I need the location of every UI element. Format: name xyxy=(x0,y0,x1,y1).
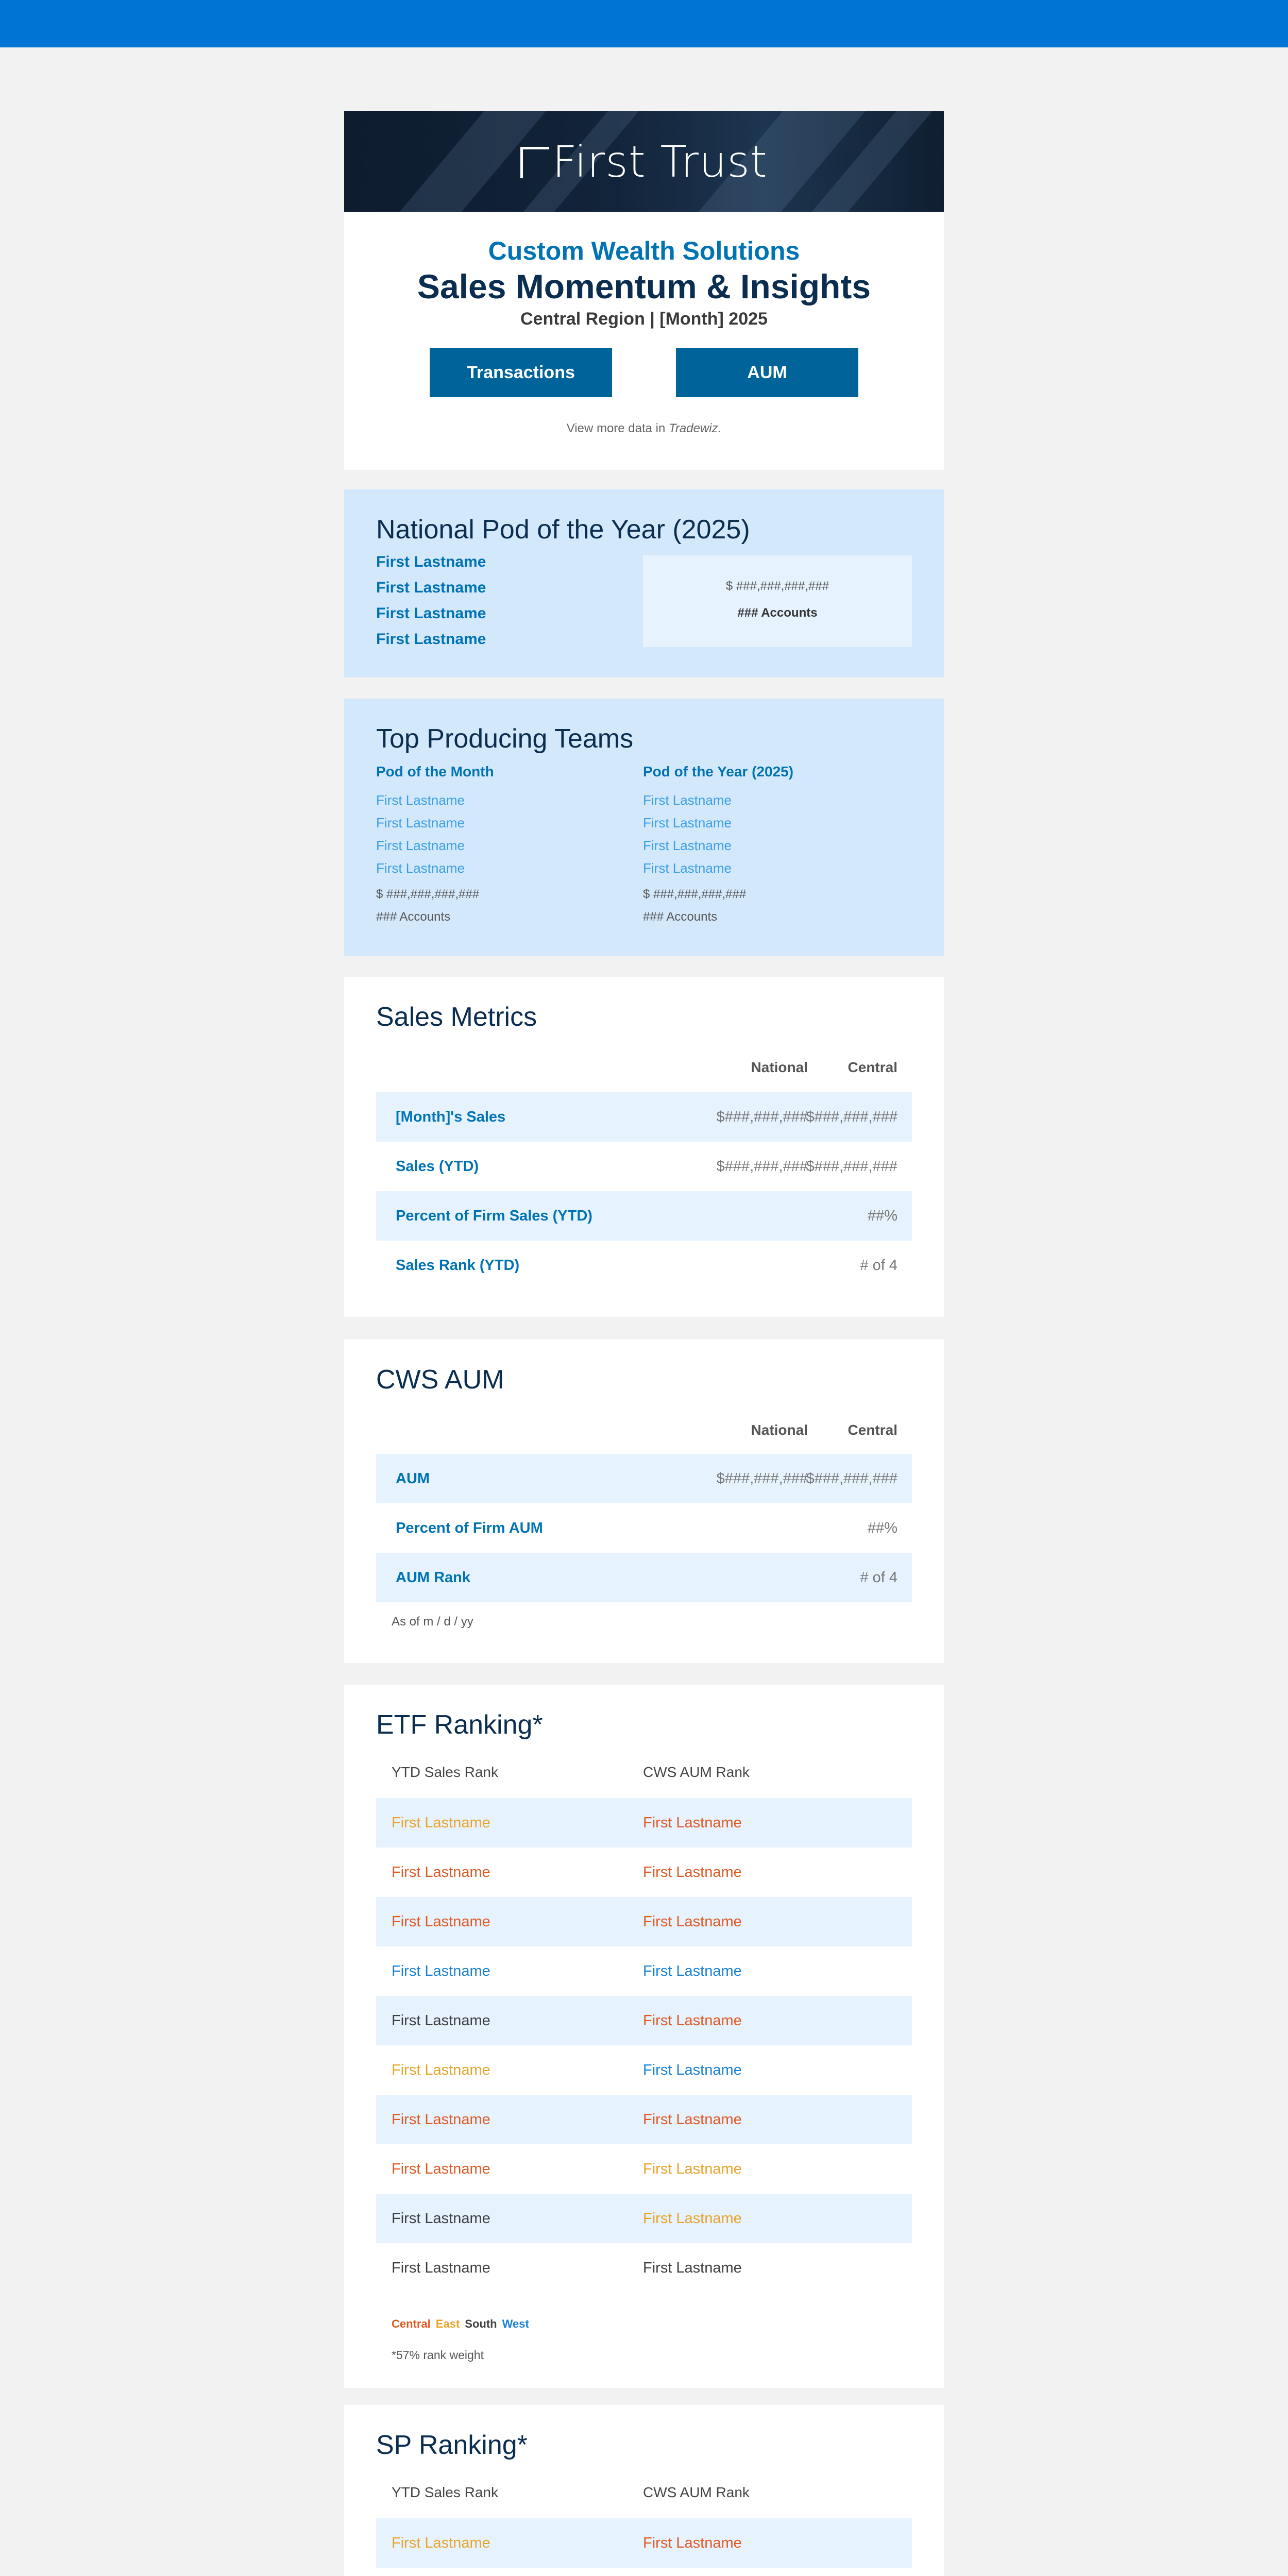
sales-metrics-card xyxy=(344,977,944,1317)
ranking-row xyxy=(376,1798,912,1848)
pod-of-year-title: National Pod of the Year (2025) xyxy=(376,515,750,545)
central-column-header: Central xyxy=(848,1422,897,1438)
metric-central-value: $###,###,### xyxy=(806,1109,897,1125)
pod-of-year-heading: Pod of the Year (2025) xyxy=(643,764,794,779)
ranking-row xyxy=(376,2194,912,2243)
ranking-row xyxy=(376,1946,912,1996)
metrics-row xyxy=(376,1191,912,1241)
ytd-rank-name: First Lastname xyxy=(392,2260,490,2276)
ytd-rank-name: First Lastname xyxy=(392,2111,490,2128)
month-team-name: First Lastname xyxy=(376,860,465,876)
ranking-row xyxy=(376,2243,912,2293)
aum-label: AUM xyxy=(396,1470,430,1487)
pod-sales-value: $ ###,###,###,### xyxy=(725,579,829,593)
sp-ranking-card xyxy=(344,2405,944,2576)
aum-rank-name: First Lastname xyxy=(643,2210,742,2227)
region-label: Central Region | [Month] 2025 xyxy=(520,309,768,329)
metric-central-value: ##% xyxy=(867,1208,897,1224)
metric-national-value: $###,###,### xyxy=(716,1109,808,1125)
ranking-row xyxy=(376,2144,912,2194)
aum-rank-name: First Lastname xyxy=(643,2260,742,2276)
month-team-name: First Lastname xyxy=(376,838,465,853)
metrics-row xyxy=(376,1241,912,1290)
metric-central-value: # of 4 xyxy=(860,1257,897,1274)
ytd-rank-name: First Lastname xyxy=(392,2062,490,2078)
ytd-rank-name: First Lastname xyxy=(392,1815,490,1831)
national-column-header: National xyxy=(751,1422,808,1438)
ytd-rank-name: First Lastname xyxy=(392,1864,490,1880)
cws-aum-rank-header: CWS AUM Rank xyxy=(643,1764,750,1780)
aum-rank-name: First Lastname xyxy=(643,1913,742,1930)
metric-label: Percent of Firm Sales (YTD) xyxy=(396,1208,592,1224)
top-teams-card xyxy=(344,699,944,956)
ytd-rank-name: First Lastname xyxy=(392,2161,490,2177)
ytd-rank-name xyxy=(392,2568,490,2576)
aum-central-value: # of 4 xyxy=(860,1569,897,1586)
page-title: Sales Momentum & Insights xyxy=(417,267,871,306)
subtitle: Custom Wealth Solutions xyxy=(488,236,800,265)
metric-central-value: $###,###,### xyxy=(806,1158,897,1175)
metric-national-value: $###,###,### xyxy=(716,1158,808,1175)
aum-label: Percent of Firm AUM xyxy=(396,1520,543,1536)
year-sales-value: $ ###,###,###,### xyxy=(643,887,747,901)
month-team-name: First Lastname xyxy=(376,815,465,831)
legend-central: Central xyxy=(392,2317,431,2330)
aum-row xyxy=(376,1553,912,1602)
ranking-row xyxy=(376,2095,912,2144)
legend-south: South xyxy=(465,2317,497,2330)
metric-label: [Month]'s Sales xyxy=(396,1109,506,1125)
pod-member-name: First Lastname xyxy=(376,579,486,596)
aum-label: AUM Rank xyxy=(396,1569,471,1586)
pod-member-name: First Lastname xyxy=(376,631,486,648)
ytd-rank-name: First Lastname xyxy=(392,2012,490,2029)
ranking-row xyxy=(376,1848,912,1897)
metric-label: Sales Rank (YTD) xyxy=(396,1257,520,1274)
pod-of-month-heading: Pod of the Month xyxy=(376,764,494,779)
ranking-row xyxy=(376,2568,912,2576)
ranking-title: ETF Ranking* xyxy=(376,1710,543,1740)
year-accounts-value: ### Accounts xyxy=(643,910,718,924)
ranking-row xyxy=(376,1897,912,1946)
month-sales-value: $ ###,###,###,### xyxy=(376,887,480,901)
year-team-name: First Lastname xyxy=(643,838,732,853)
aum-button[interactable]: AUM xyxy=(676,348,858,397)
region-legend xyxy=(392,2317,534,2331)
aum-rank-name: First Lastname xyxy=(643,2062,742,2078)
year-team-name: First Lastname xyxy=(643,792,732,808)
ytd-rank-name: First Lastname xyxy=(392,1913,490,1930)
metrics-row xyxy=(376,1092,912,1142)
view-more-text: View more data in Tradewiz. xyxy=(566,421,722,435)
ranking-row xyxy=(376,1996,912,2045)
cws-aum-rank-header: CWS AUM Rank xyxy=(643,2484,750,2500)
ranking-row xyxy=(376,2518,912,2568)
national-column-header: National xyxy=(751,1059,808,1075)
pod-accounts-value: ### Accounts xyxy=(737,606,818,620)
aum-rank-name: First Lastname xyxy=(643,2161,742,2177)
aum-rank-name xyxy=(643,2568,742,2576)
metrics-row xyxy=(376,1142,912,1191)
cws-aum-card xyxy=(344,1340,944,1663)
ytd-rank-name: First Lastname xyxy=(392,2535,490,2551)
ytd-sales-rank-header: YTD Sales Rank xyxy=(392,2484,498,2500)
cws-aum-title: CWS AUM xyxy=(376,1365,504,1395)
aum-central-value: ##% xyxy=(867,1520,897,1536)
aum-rank-name: First Lastname xyxy=(643,2535,742,2551)
aum-rank-name: First Lastname xyxy=(643,1864,742,1880)
sales-metrics-title: Sales Metrics xyxy=(376,1002,537,1032)
month-team-name: First Lastname xyxy=(376,792,465,808)
aum-rank-name: First Lastname xyxy=(643,2111,742,2128)
aum-national-value: $###,###,### xyxy=(716,1470,808,1487)
as-of-date: As of m / d / yy xyxy=(392,1615,473,1629)
etf-ranking-card xyxy=(344,1685,944,2388)
aum-rank-name: First Lastname xyxy=(643,1815,742,1831)
metric-label: Sales (YTD) xyxy=(396,1158,479,1175)
legend-west: West xyxy=(502,2317,529,2330)
ranking-row xyxy=(376,2045,912,2095)
rank-weight-note: *57% rank weight xyxy=(392,2348,484,2362)
ranking-title: SP Ranking* xyxy=(376,2430,528,2460)
pod-of-year-card xyxy=(344,489,944,677)
aum-row xyxy=(376,1454,912,1503)
ytd-rank-name: First Lastname xyxy=(392,2210,490,2227)
top-teams-title: Top Producing Teams xyxy=(376,724,634,754)
pod-member-name: First Lastname xyxy=(376,553,486,570)
central-column-header: Central xyxy=(848,1059,897,1075)
pod-stats-box xyxy=(643,555,912,647)
legend-east: East xyxy=(435,2317,460,2330)
year-team-name: First Lastname xyxy=(643,860,732,876)
month-accounts-value: ### Accounts xyxy=(376,910,451,924)
logo-text: First Trust xyxy=(552,137,768,187)
aum-central-value: $###,###,### xyxy=(806,1470,897,1487)
aum-rank-name: First Lastname xyxy=(643,2012,742,2029)
ytd-sales-rank-header: YTD Sales Rank xyxy=(392,1764,498,1780)
year-team-name: First Lastname xyxy=(643,815,732,831)
tradewiz-link[interactable]: Tradewiz. xyxy=(669,421,722,435)
aum-row xyxy=(376,1503,912,1553)
transactions-button[interactable]: Transactions xyxy=(430,348,612,397)
ytd-rank-name: First Lastname xyxy=(392,1963,490,1979)
pod-member-name: First Lastname xyxy=(376,605,486,622)
aum-rank-name: First Lastname xyxy=(643,1963,742,1979)
